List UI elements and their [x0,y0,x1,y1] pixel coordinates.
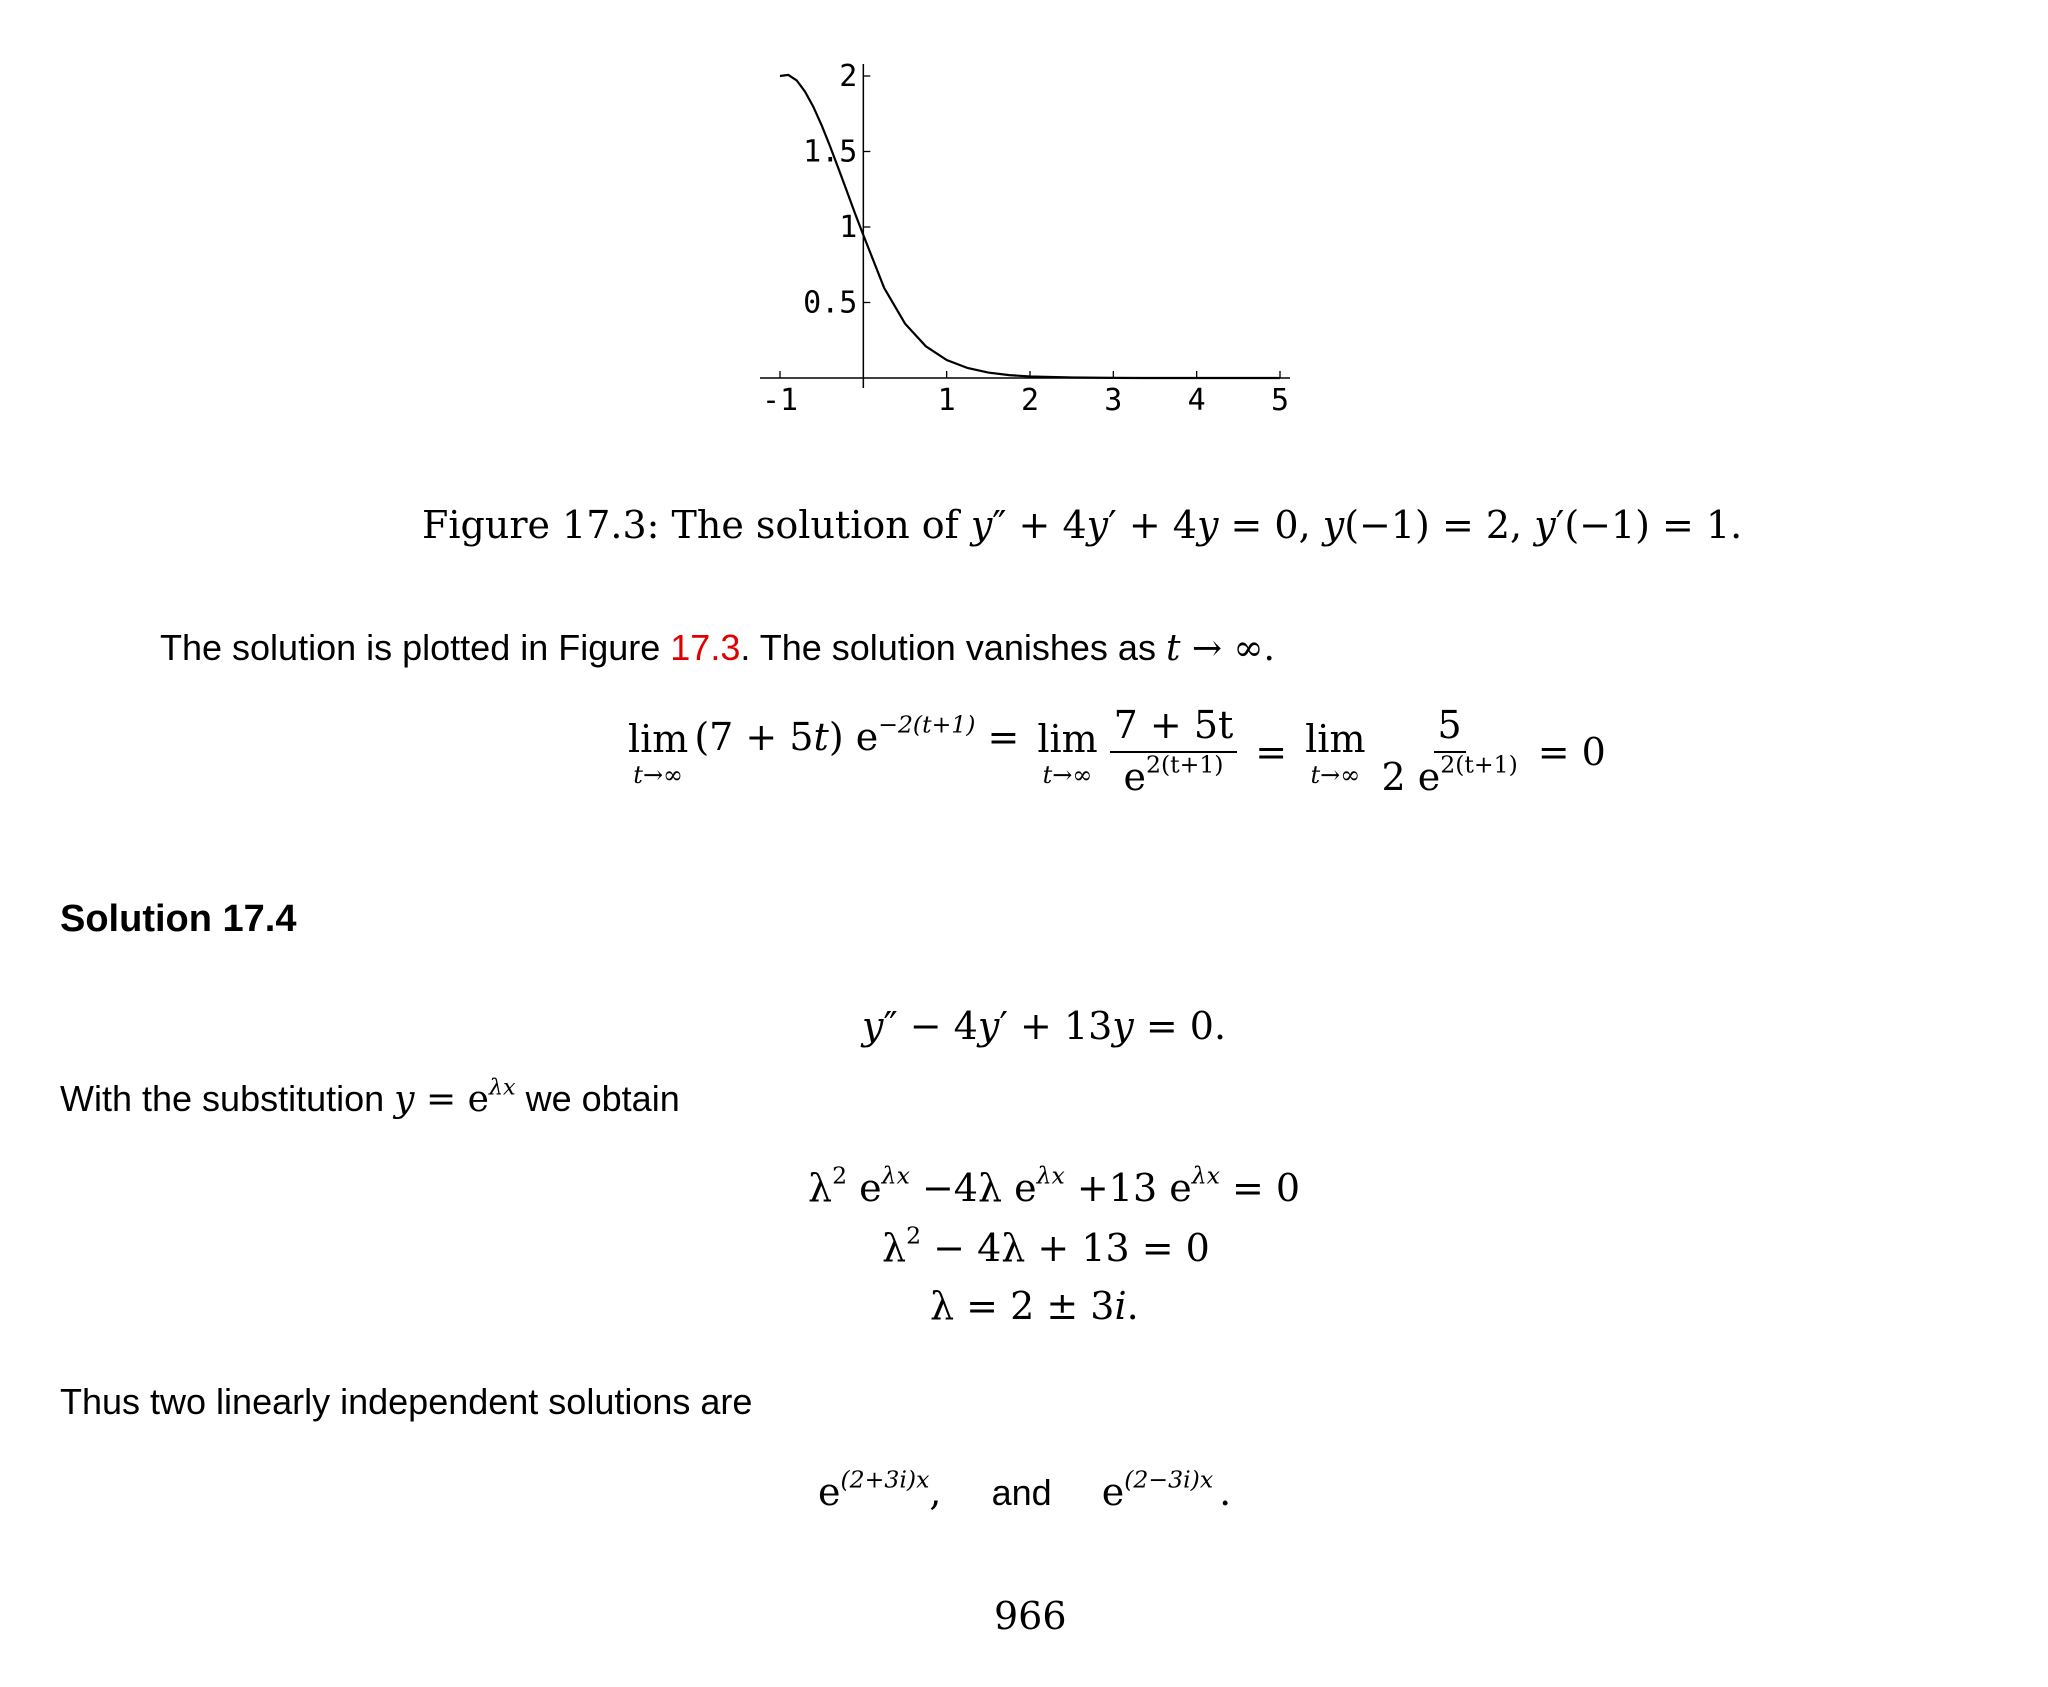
equals-2: = [1255,729,1288,774]
lim-text: lim [1305,716,1366,761]
sol2-exponent: (2−3i)x [1124,1465,1214,1494]
y-tick-label: 0.5 [803,285,858,321]
paragraph-substitution [60,1074,680,1120]
term1: (7 + 5 [694,714,814,759]
lim-sub: t→∞ [1310,760,1361,789]
x-tick-label: 1 [937,383,956,418]
figure-17-3-plot [740,40,1320,430]
char-eq-line-3: λ = 2 ± 3i. [930,1284,1139,1328]
term1-exponent: −2(t+1) [878,710,976,739]
paragraph-independent-solutions: Thus two linearly independent solutions are [60,1381,753,1422]
fraction-2-numerator: 5 [1434,705,1466,753]
p2-prefix: With the substitution [60,1078,395,1119]
p1-var: t [1165,628,1181,669]
plot-tick-labels [762,59,1289,418]
y-tick-label: 1 [839,210,858,245]
solutions-equation [818,1465,1232,1514]
sol-period: . [1219,1470,1232,1514]
term1-close: ) e [828,714,879,759]
fraction-1-denominator: e [1123,754,1146,799]
ode-equation: y″ − 4y′ + 13y = 0. [862,1004,1227,1048]
limit-operator-1 [628,717,688,787]
figure-ref-link[interactable]: 17.3 [670,627,741,668]
p1-suffix: → ∞. [1180,628,1275,669]
term1-var: t [813,714,829,759]
x-tick-label: 3 [1104,383,1123,418]
fraction-1-numerator: 7 + 5t [1110,705,1238,753]
limit-operator-2 [1037,717,1097,787]
fraction-1 [1110,705,1238,799]
p1-prefix: The solution is plotted in Figure [160,627,671,668]
p2-eq: = e [414,1079,489,1120]
sol1-base: e [818,1470,841,1514]
p2-suffix: we obtain [515,1078,680,1119]
section-heading: Solution 17.4 [60,898,297,940]
x-tick-label: 5 [1270,383,1290,418]
sol-and: and [991,1472,1052,1513]
lim-sub: t→∞ [1042,760,1093,789]
paragraph-solution-plotted [160,627,1275,669]
sol-comma: , [929,1470,942,1514]
x-tick-label: 4 [1187,383,1206,418]
p1-middle: . The solution vanishes as [740,627,1166,668]
p2-var-y: y [394,1079,415,1120]
lim-text: lim [1037,716,1098,761]
char-eq-line-1: $\lambda^2$ $e^{\lambda x} -4\lambda$ $e^{\lambda x} +13$ $e^{\lambda x} = 0$ [808,1161,1301,1210]
x-tick-label: -1 [761,383,799,418]
lim-text: lim [628,716,689,761]
x-tick-label: 2 [1020,383,1040,418]
fraction-1-exponent: 2(t+1) [1145,750,1224,779]
limit-term-1 [694,710,976,759]
y-tick-label: 2 [839,59,858,94]
char-eq-line-2: $\lambda^2 - 4\lambda + 13 = 0$ [882,1221,1210,1270]
fraction-2-denominator: 2 e [1381,754,1441,799]
page-number: 966 [994,1594,1067,1638]
fraction-2 [1377,705,1521,799]
y-tick-label: 1.5 [803,134,858,170]
figure-caption: Figure 17.3: The solution of y″ + 4y′ + 4y = 0, y(−1) = 2, y′(−1) = 1. [422,503,1743,547]
sol2-base: e [1101,1470,1125,1514]
limit-equation [622,705,1606,799]
limit-operator-3 [1305,717,1365,787]
fraction-2-exponent: 2(t+1) [1440,750,1518,779]
equals-1: = [987,714,1020,759]
p2-exponent: λx [488,1074,516,1101]
lim-sub: t→∞ [633,760,684,789]
limit-result: = 0 [1537,729,1606,774]
sol1-exponent: (2+3i)x [840,1465,930,1494]
